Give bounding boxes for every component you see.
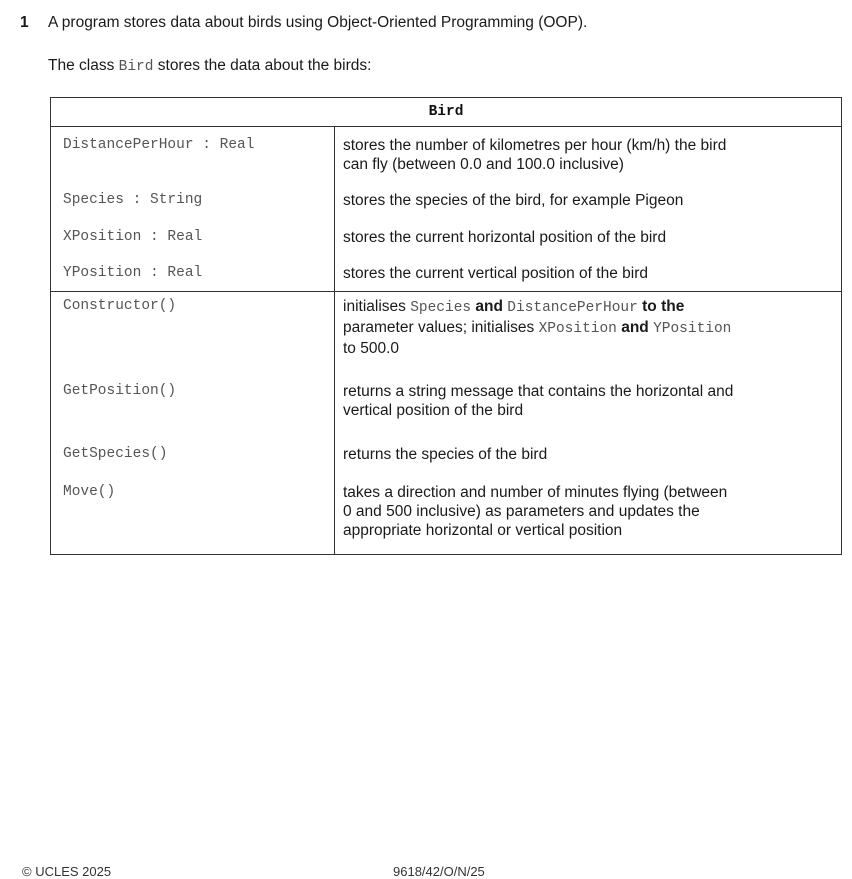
attribute-row — [51, 183, 842, 218]
description-line — [343, 318, 831, 339]
text-fragment: and — [471, 298, 508, 315]
question-line — [20, 13, 587, 33]
description-line — [343, 297, 831, 318]
identifier: YPosition — [653, 321, 732, 337]
intro-after: stores the data about the birds: — [153, 57, 372, 74]
description-line: vertical position of the bird — [343, 401, 524, 419]
attribute-row — [51, 254, 842, 292]
text-fragment: initialises — [343, 298, 411, 315]
method-name: Constructor() — [51, 292, 335, 377]
attribute-description — [335, 127, 842, 183]
method-description — [335, 479, 842, 555]
identifier: Species — [410, 300, 472, 316]
intro-before: The class — [48, 57, 119, 74]
text-fragment: and — [616, 319, 654, 336]
text-fragment: to the — [637, 298, 685, 315]
description-line: to 500.0 — [343, 340, 400, 357]
class-name-inline: Bird — [118, 59, 154, 75]
method-row — [51, 479, 842, 555]
question-number: 1 — [20, 14, 29, 31]
description-line: returns a string message that contains the horizontal and — [343, 382, 734, 400]
class-diagram-table — [50, 97, 842, 555]
description-line: takes a direction and number of minutes flying (between — [343, 483, 728, 501]
intro-text — [48, 56, 371, 77]
attribute-name: DistancePerHour : Real — [51, 127, 335, 183]
method-description — [335, 377, 842, 442]
attribute-name: YPosition : Real — [51, 254, 335, 292]
attribute-row — [51, 127, 842, 183]
method-row — [51, 442, 842, 479]
description-line: 0 and 500 inclusive) as parameters and updates the — [343, 502, 700, 520]
method-name: Move() — [51, 479, 335, 555]
description-line: stores the current vertical position of the bird — [343, 264, 648, 282]
attribute-name: XPosition : Real — [51, 218, 335, 254]
description-line: appropriate horizontal or vertical position — [343, 521, 623, 539]
method-row — [51, 292, 842, 377]
method-description — [335, 442, 842, 479]
question-text: A program stores data about birds using Object-Oriented Programming (OOP). — [48, 14, 588, 31]
description-line: stores the species of the bird, for example Pigeon — [343, 191, 684, 209]
method-name: GetPosition() — [51, 377, 335, 442]
attribute-description — [335, 254, 842, 292]
description-line: can fly (between 0.0 and 100.0 inclusive) — [343, 156, 624, 173]
method-name: GetSpecies() — [51, 442, 335, 479]
identifier: XPosition — [538, 321, 617, 337]
attribute-row — [51, 218, 842, 254]
description-line: stores the number of kilometres per hour (km/h) the bird — [343, 137, 727, 154]
description-line: returns the species of the bird — [343, 445, 548, 463]
attribute-description — [335, 183, 842, 218]
method-description — [335, 292, 842, 377]
text-fragment: parameter values; initialises — [343, 319, 539, 336]
description-line: stores the current horizontal position of the bird — [343, 228, 667, 246]
identifier: DistancePerHour — [507, 300, 638, 316]
attribute-name: Species : String — [51, 183, 335, 218]
footer-copyright: © UCLES 2025 — [22, 864, 112, 879]
class-header: Bird — [51, 98, 842, 127]
attribute-description — [335, 218, 842, 254]
footer-paper-code: 9618/42/O/N/25 — [393, 864, 485, 879]
method-row — [51, 377, 842, 442]
